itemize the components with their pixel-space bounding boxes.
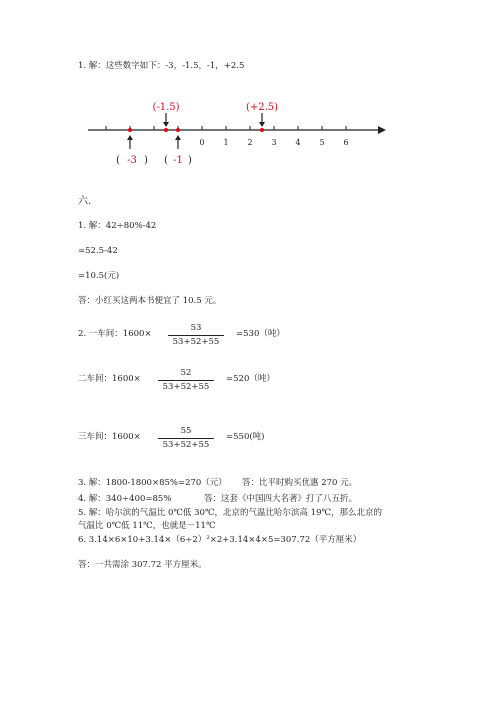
tick-label-5: 5 [319,138,325,147]
s7-line-a: 5. 解：哈尔滨的气温比 0℃低 30℃，北京的气温比哈尔滨高 19℃，那么北京的 [78,508,382,518]
s8-line-a: 6. 3.14×6×10+3.14×（6÷2）²×2+3.14×4×5=307.72（平方厘米） [78,535,362,545]
s2-numerator: 53 [190,323,202,333]
s4-prefix: 三车间：1600× [78,432,141,442]
tick-label-4: 4 [295,138,301,147]
s1-answer: 答：小红买这两本书便宜了 10.5 元。 [78,296,222,306]
s2-denominator: 53+52+55 [172,337,220,347]
paren-right-minus-3: ) [144,155,148,166]
tick-label-2: 2 [247,138,253,147]
fraction-bar [158,380,214,381]
s3-prefix: 二车间：1600× [78,374,141,384]
label-minus-1: -1 [173,155,183,166]
section-six-heading: 六. [78,196,92,207]
s1-line-c: =10.5(元) [78,271,120,281]
point-minus-3 [128,128,132,132]
point-plus-2-5 [260,128,264,132]
fraction-bar [168,335,224,336]
s6-line-a: 4. 解：340÷400=85% [78,494,172,504]
s4-fraction [158,426,214,451]
tick-label-0: 0 [199,138,205,147]
s5-line-a: 3. 解：1800-1800×85%=270（元） [78,478,227,488]
number-line-arrow [378,126,386,134]
s1-line-a: 1. 解：42÷80%-42 [78,221,157,231]
tick-label-6: 6 [343,138,349,147]
label-plus-2-5: (+2.5) [245,102,279,113]
point-minus-1 [176,128,180,132]
tick-label-1: 1 [223,138,229,147]
s4-numerator: 55 [180,426,192,436]
s3-denominator: 53+52+55 [162,382,210,392]
label-minus-1-5: (-1.5) [152,102,180,113]
s6-answer: 答：这套《中国四大名著》打了八五折。 [204,494,358,504]
s8-answer: 答：一共需涂 307.72 平方厘米。 [78,560,207,570]
s5-answer: 答：比平时购买优惠 270 元。 [242,478,358,488]
s2-prefix: 2. 一车间：1600× [78,329,152,339]
s3-numerator: 52 [180,368,192,378]
label-minus-3: -3 [127,155,137,166]
s2-fraction [168,323,224,348]
s1-line-b: =52.5-42 [78,246,118,256]
s4-result: =550(吨) [226,432,265,442]
point-minus-1-5 [164,128,168,132]
s3-result: =520（吨） [226,374,275,384]
s3-fraction [158,368,214,393]
s2-result: =530（吨） [236,329,285,339]
tick-label-3: 3 [271,138,277,147]
paren-right-minus-1: ) [188,155,192,166]
tick-labels [199,138,348,147]
s4-denominator: 53+52+55 [162,440,210,450]
s7-line-b: 气温比 0℃低 11℃，也就是－11℃ [78,521,216,531]
number-line-figure [80,95,400,175]
paren-left-minus-3: ( [116,155,120,166]
q1-answer-line: 1. 解：这些数字如下：-3，-1.5，-1，+2.5 [78,61,245,71]
fraction-bar [158,438,214,439]
paren-left-minus-1: ( [164,155,168,166]
